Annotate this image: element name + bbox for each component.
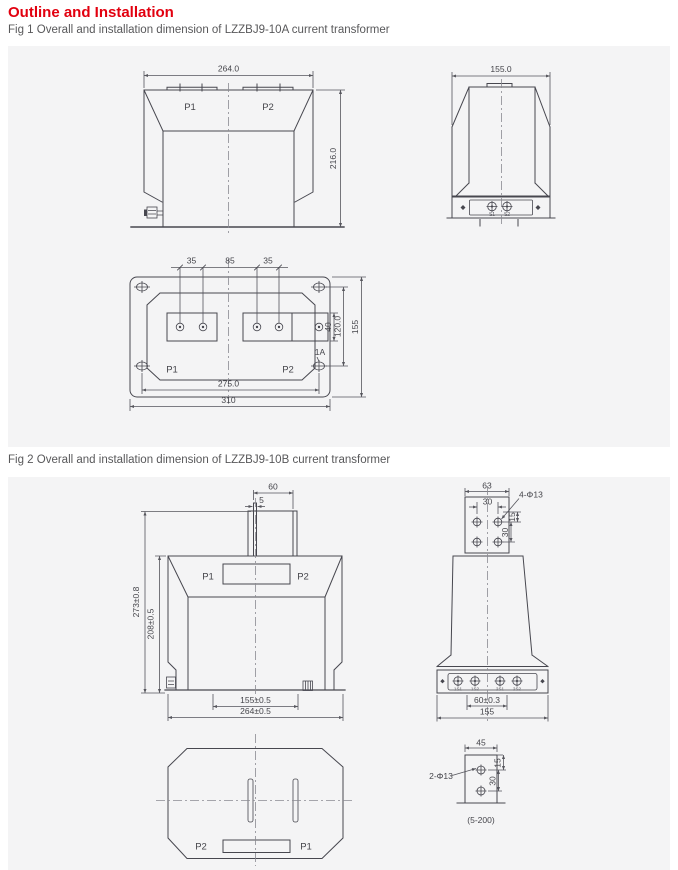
- secondary-terminal-s1: [487, 201, 498, 212]
- fig1-drawing: [8, 46, 670, 447]
- base-block: [303, 681, 313, 691]
- dim-label-275: 275.0: [217, 378, 240, 389]
- dim-label-155f: 155±0.5: [240, 695, 271, 705]
- secondary-terminal-s2: [502, 201, 513, 212]
- dim-label-85: 85: [225, 255, 235, 266]
- dim-label-155side: 155: [479, 706, 495, 717]
- ground-terminal: [144, 207, 163, 218]
- dim-label-40: 40: [323, 322, 333, 332]
- fig2-caption: Fig 2 Overall and installation dimension of LZZBJ9-10B current transformer: [8, 454, 391, 466]
- detail-note: (5-200): [467, 815, 495, 825]
- holes-callout-4xd13: 4-Φ13: [519, 489, 543, 500]
- fig2-side-view: [437, 481, 548, 725]
- label-1s2: 1S2: [470, 686, 480, 692]
- plan-label-p2: P2: [282, 364, 294, 376]
- fig1-panel: [8, 46, 670, 447]
- fig2-front-view: [131, 482, 345, 722]
- label-s2: S2: [503, 212, 511, 218]
- dim-label-310: 310: [221, 395, 236, 405]
- dim-label-15side: 15: [507, 512, 517, 522]
- dim-label-120: 120.0: [332, 315, 343, 338]
- hole-label-1a: 1A: [314, 347, 326, 357]
- dim-label-63: 63: [482, 480, 492, 491]
- dim-label-35a: 35: [186, 255, 197, 266]
- dim-label-45: 45: [476, 737, 486, 748]
- dim-label-5: 5: [259, 495, 264, 505]
- dim-label-216: 216.0: [328, 147, 338, 170]
- terminal-label-p1: P1: [184, 102, 196, 113]
- dim-label-273: 273±0.8: [131, 586, 141, 618]
- dim-label-30top: 30: [482, 496, 493, 507]
- dim-label-60: 60: [268, 481, 278, 492]
- fig2-bottom-view: [156, 734, 355, 866]
- holes-callout-2xd13: 2-Φ13: [429, 771, 453, 781]
- ground-terminal: [167, 677, 176, 688]
- dim-label-35b: 35: [263, 255, 273, 266]
- dim-label-264: 264.0: [217, 63, 240, 74]
- fig2-drawing: [8, 477, 670, 870]
- label-2s2: 2S2: [512, 686, 522, 692]
- label-1s1: 1S1: [453, 686, 463, 692]
- bottom-label-p1: P1: [300, 841, 312, 853]
- nameplate: [223, 564, 290, 584]
- dim-label-208: 208±0.5: [145, 608, 156, 640]
- dim-label-30side: 30: [500, 527, 510, 538]
- fig1-front-view: [131, 64, 345, 234]
- terminal-label-p2: P2: [297, 571, 309, 583]
- detail-holes: [476, 765, 487, 797]
- terminal-label-p1: P1: [202, 571, 214, 583]
- dim-label-60side: 60±0.3: [474, 695, 500, 705]
- fig1-side-view: [447, 64, 555, 226]
- fig2-panel: [8, 477, 670, 870]
- plan-label-p1: P1: [166, 364, 178, 376]
- dim-label-264f: 264±0.5: [240, 706, 271, 716]
- label-2s1: 2S1: [495, 686, 505, 692]
- page-title: Outline and Installation: [8, 4, 174, 21]
- fig2-mounting-detail: [429, 738, 506, 826]
- mounting-holes: [134, 281, 327, 372]
- dim-label-155: 155.0: [490, 64, 512, 74]
- dim-label-15detail: 15: [492, 758, 503, 768]
- primary-terminals: [176, 323, 323, 331]
- dim-label-155v: 155: [350, 319, 360, 335]
- dim-label-30detail: 30: [487, 776, 498, 786]
- fig1-plan-view: [130, 256, 366, 412]
- label-s1: S1: [488, 212, 496, 218]
- terminal-label-p2: P2: [262, 102, 274, 113]
- nameplate: [223, 840, 290, 853]
- fig1-caption: Fig 1 Overall and installation dimension of LZZBJ9-10A current transformer: [8, 24, 390, 36]
- bottom-label-p2: P2: [195, 841, 207, 853]
